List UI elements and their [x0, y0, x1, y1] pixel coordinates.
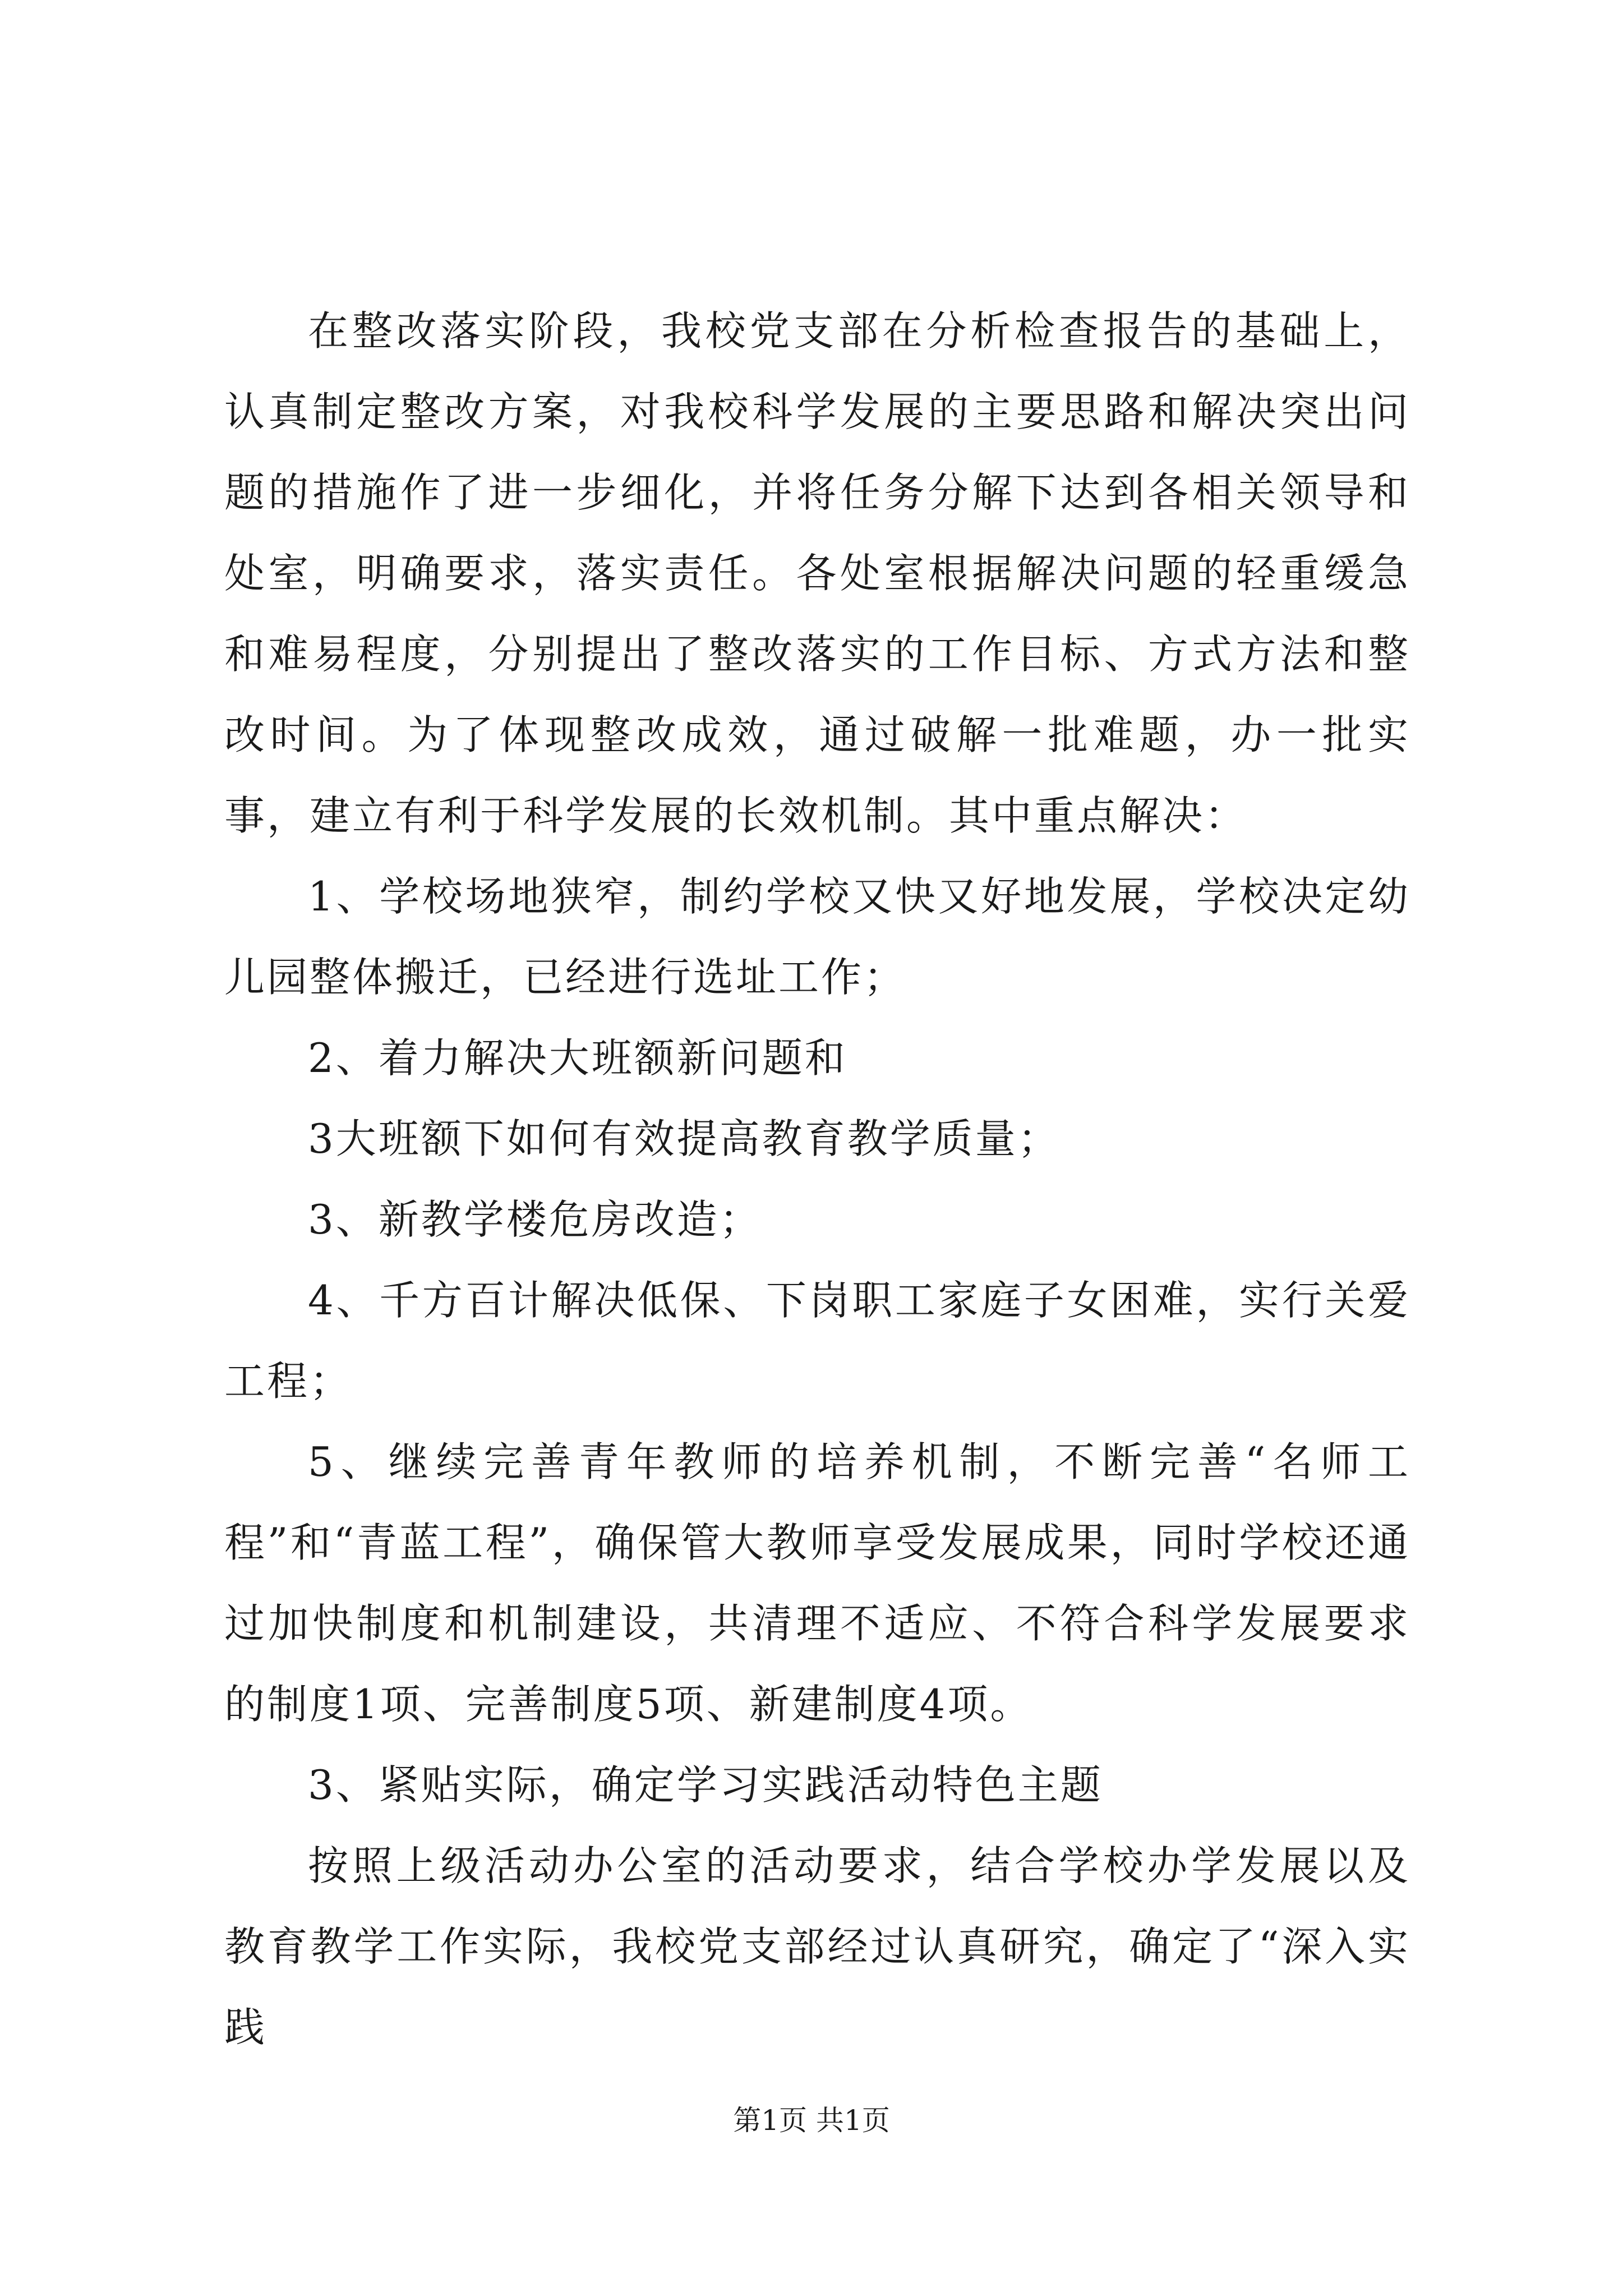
paragraph: 3大班额下如何有效提高教育教学质量； — [308, 1115, 1061, 1162]
document-body — [224, 291, 1410, 2068]
paragraph: 1、学校场地狭窄，制约学校又快又好地发展，学校决定幼儿园整体搬迁，已经进行选址工作； — [224, 873, 1410, 1001]
paragraph: 在整改落实阶段，我校党支部在分析检查报告的基础上，认真制定整改方案，对我校科学发展的主要思路和解决突出问题的措施作了进一步细化，并将任务分解下达到各相关领导和处室，明确要求，落实责任。各处室根据解决问题的轻重缓急和难易程度，分别提出了整改落实的工作目标、方式方法和整改时间。为了体现整改成效，通过破解一批难题，办一批实事，建立有利于科学发展的长效机制。其中重点解决： — [224, 307, 1410, 839]
paragraph: 按照上级活动办公室的活动要求，结合学校办学发展以及教育教学工作实际，我校党支部经过认真研究，确定了“深入实践 — [224, 1842, 1410, 2051]
paragraph: 4、千方百计解决低保、下岗职工家庭子女困难，实行关爱工程； — [224, 1277, 1410, 1405]
paragraph: 5、继续完善青年教师的培养机制，不断完善“名师工程”和“青蓝工程”，确保管大教师享受发展成果，同时学校还通过加快制度和机制建设，共清理不适应、不符合科学发展要求的制度1项、完善制度5项、新建制度4项。 — [224, 1438, 1410, 1728]
paragraph: 3、新教学楼危房改造； — [308, 1196, 762, 1243]
page-number: 第1页 共1页 — [733, 2104, 890, 2137]
paragraph: 2、着力解决大班额新问题和 — [308, 1034, 847, 1082]
section-heading: 3、紧贴实际，确定学习实践活动特色主题 — [308, 1761, 1103, 1809]
page-footer — [0, 2101, 1623, 2140]
